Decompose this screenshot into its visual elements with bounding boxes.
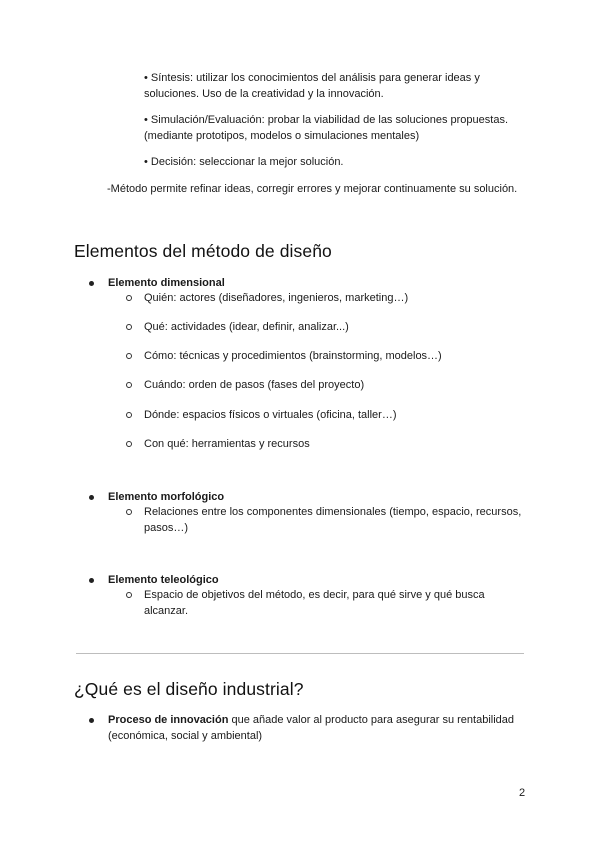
sub-bullet-circle-icon bbox=[126, 509, 132, 515]
bullet-disc-icon bbox=[89, 718, 94, 723]
sub-bullet-circle-icon bbox=[126, 592, 132, 598]
teleologico-item: Espacio de objetivos del método, es decir, para qué sirve y qué busca alcanzar. bbox=[144, 589, 485, 617]
bullet-disc-icon bbox=[89, 578, 94, 583]
sub-bullet-circle-icon bbox=[126, 295, 132, 301]
elemento-morfologico-label: Elemento morfológico bbox=[108, 491, 225, 503]
diseno-industrial-bullet bbox=[108, 712, 528, 744]
section-heading-elementos: Elementos del método de diseño bbox=[74, 241, 332, 261]
section-heading-diseno-industrial: ¿Qué es el diseño industrial? bbox=[74, 679, 304, 699]
sub-bullet-circle-icon bbox=[126, 324, 132, 330]
dimensional-item-con-que: Con qué: herramientas y recursos bbox=[144, 438, 310, 450]
intro-note: -Método permite refinar ideas, corregir errores y mejorar continuamente su solución. bbox=[107, 183, 518, 195]
dimensional-item-quien: Quién: actores (diseñadores, ingenieros, marketing…) bbox=[144, 292, 409, 304]
intro-bullet-simulacion: • Simulación/Evaluación: probar la viabilidad de las soluciones propuestas. (mediante prototipos, modelos o simulaciones mentales) bbox=[144, 114, 509, 142]
page-number: 2 bbox=[519, 787, 526, 799]
elemento-dimensional-label: Elemento dimensional bbox=[108, 277, 225, 289]
horizontal-divider bbox=[76, 653, 524, 654]
sub-bullet-circle-icon bbox=[126, 441, 132, 447]
morfologico-item: Relaciones entre los componentes dimensionales (tiempo, espacio, recursos, pasos…) bbox=[144, 506, 522, 534]
sub-bullet-circle-icon bbox=[126, 382, 132, 388]
sub-bullet-circle-icon bbox=[126, 412, 132, 418]
proceso-innovacion-label: Proceso de innovación bbox=[108, 714, 229, 726]
dimensional-item-que: Qué: actividades (idear, definir, analizar...) bbox=[144, 321, 349, 333]
dimensional-item-donde: Dónde: espacios físicos o virtuales (oficina, taller…) bbox=[144, 409, 397, 421]
bullet-disc-icon bbox=[89, 281, 94, 286]
proceso-innovacion-text: que añade valor al producto para asegurar su rentabilidad (económica, social y ambiental) bbox=[108, 714, 515, 742]
intro-bullet-sintesis: • Síntesis: utilizar los conocimientos del análisis para generar ideas y soluciones. Uso de la creatividad y la innovación. bbox=[144, 72, 480, 100]
sub-bullet-circle-icon bbox=[126, 353, 132, 359]
elemento-teleologico-label: Elemento teleológico bbox=[108, 574, 219, 586]
intro-bullet-decision: • Decisión: seleccionar la mejor solución. bbox=[144, 156, 344, 168]
bullet-disc-icon bbox=[89, 495, 94, 500]
dimensional-item-cuando: Cuándo: orden de pasos (fases del proyecto) bbox=[144, 379, 365, 391]
dimensional-item-como: Cómo: técnicas y procedimientos (brainstorming, modelos…) bbox=[144, 350, 442, 362]
